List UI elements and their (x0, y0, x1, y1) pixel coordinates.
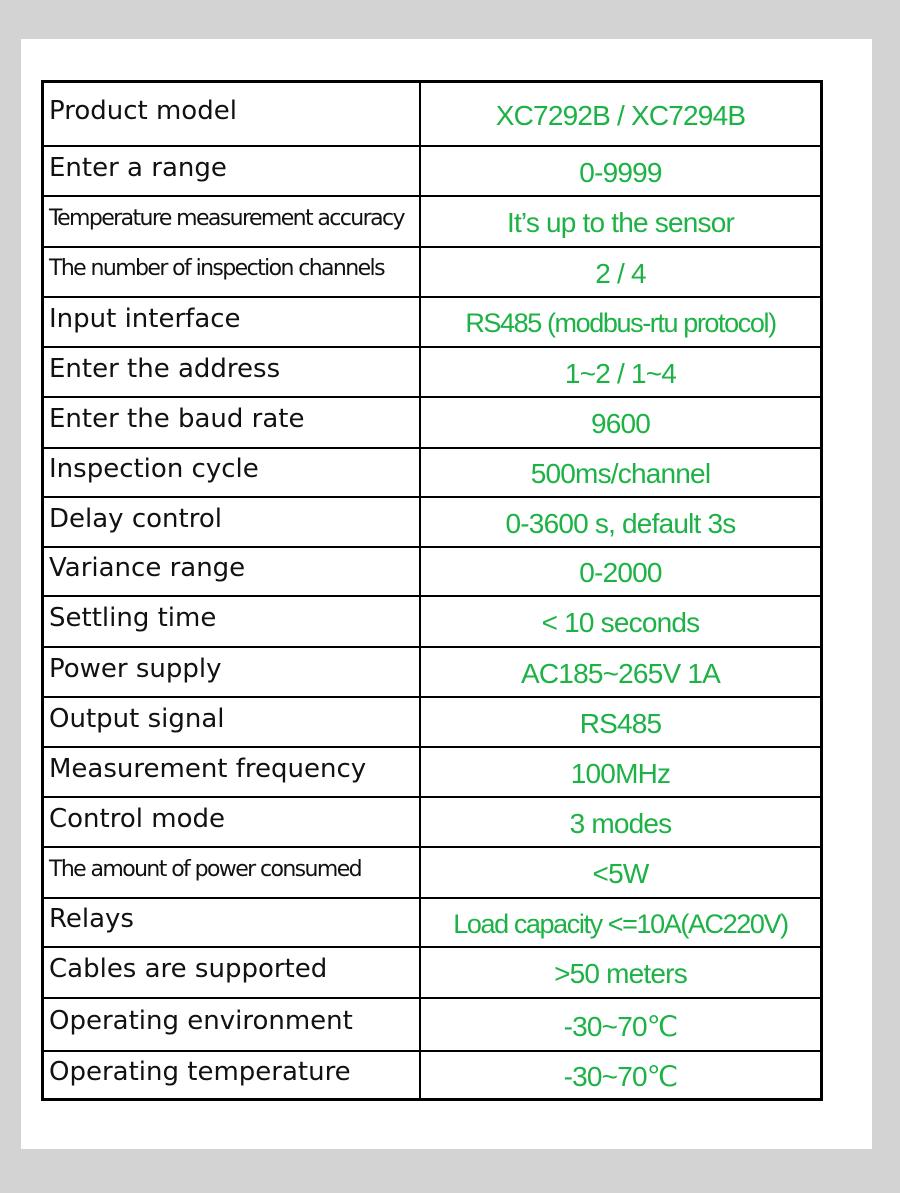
spec-label: Delay control (43, 497, 421, 547)
spec-label: Relays (43, 898, 421, 947)
table-row (43, 947, 822, 998)
spec-value: XC7292B / XC7294B (420, 82, 822, 146)
spec-value: <5W (420, 847, 822, 898)
spec-value: 0-2000 (420, 547, 822, 596)
spec-value: RS485 (modbus-rtu protocol) (420, 297, 822, 347)
spec-value: 0-9999 (420, 146, 822, 196)
spec-label: Settling time (43, 596, 421, 647)
spec-value: 100MHz (420, 747, 822, 797)
spec-label: Temperature measurement accuracy (43, 196, 421, 247)
spec-label: Variance range (43, 547, 421, 596)
table-row (43, 448, 822, 497)
spec-label: Input interface (43, 297, 421, 347)
table-row (43, 247, 822, 297)
spec-label: Cables are supported (43, 947, 421, 998)
spec-label: Enter a range (43, 146, 421, 196)
spec-table (41, 80, 823, 1101)
table-row (43, 547, 822, 596)
spec-label: Measurement frequency (43, 747, 421, 797)
table-row (43, 196, 822, 247)
spec-label: Operating environment (43, 998, 421, 1051)
table-row (43, 497, 822, 547)
table-row (43, 397, 822, 448)
table-row (43, 82, 822, 146)
spec-value: It’s up to the sensor (420, 196, 822, 247)
spec-value: AC185~265V 1A (420, 647, 822, 697)
spec-label: Enter the address (43, 347, 421, 397)
table-row (43, 898, 822, 947)
table-row (43, 747, 822, 797)
spec-value: >50 meters (420, 947, 822, 998)
spec-value: 1~2 / 1~4 (420, 347, 822, 397)
table-row (43, 647, 822, 697)
table-row (43, 146, 822, 196)
spec-value: -30~70℃ (420, 998, 822, 1051)
spec-value: < 10 seconds (420, 596, 822, 647)
spec-label: Control mode (43, 797, 421, 847)
table-row (43, 596, 822, 647)
spec-value: Load capacity <=10A(AC220V) (420, 898, 822, 947)
spec-value: 9600 (420, 397, 822, 448)
spec-label: Enter the baud rate (43, 397, 421, 448)
spec-label: Output signal (43, 697, 421, 747)
table-row (43, 797, 822, 847)
spec-label: The amount of power consumed (43, 847, 421, 898)
spec-value: 3 modes (420, 797, 822, 847)
spec-value: RS485 (420, 697, 822, 747)
spec-label: Product model (43, 82, 421, 146)
table-row (43, 347, 822, 397)
spec-value: -30~70℃ (420, 1051, 822, 1100)
table-row (43, 697, 822, 747)
spec-label: Operating temperature (43, 1051, 421, 1100)
spec-label: The number of inspection channels (43, 247, 421, 297)
spec-value: 0-3600 s, default 3s (420, 497, 822, 547)
spec-value: 2 / 4 (420, 247, 822, 297)
spec-label: Power supply (43, 647, 421, 697)
table-row (43, 998, 822, 1051)
spec-value: 500ms/channel (420, 448, 822, 497)
table-row (43, 847, 822, 898)
spec-label: Inspection cycle (43, 448, 421, 497)
table-row (43, 1051, 822, 1100)
table-row (43, 297, 822, 347)
